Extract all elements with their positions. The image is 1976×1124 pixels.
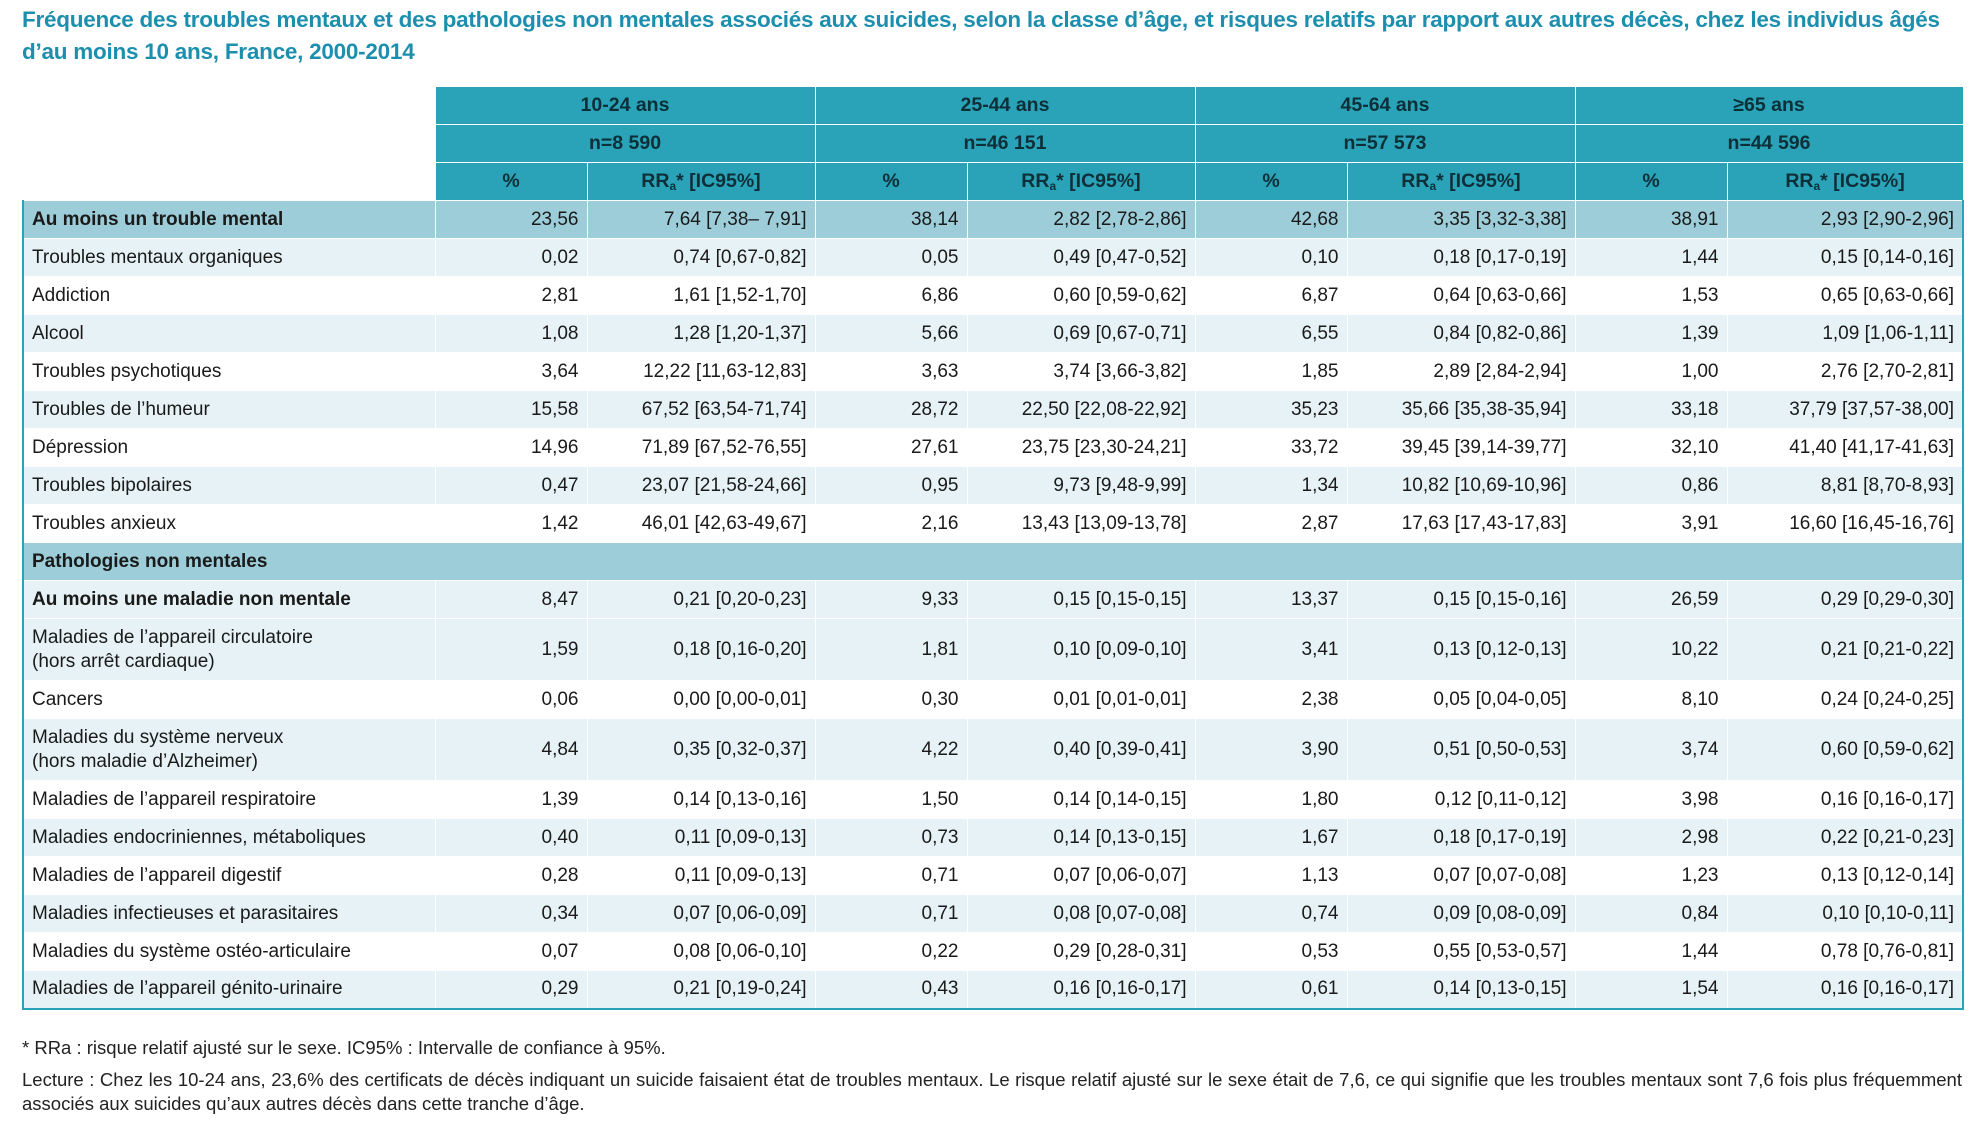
rr-cell: 0,18 [0,17-0,19]	[1347, 819, 1575, 857]
pct-cell: 2,98	[1575, 819, 1727, 857]
rr-cell: 0,10 [0,09-0,10]	[967, 619, 1195, 681]
rr-cell: 1,09 [1,06-1,11]	[1727, 315, 1963, 353]
pct-cell: 13,37	[1195, 581, 1347, 619]
pct-cell: 0,53	[1195, 933, 1347, 971]
pct-cell: 1,59	[435, 619, 587, 681]
pct-cell: 14,96	[435, 429, 587, 467]
rr-cell: 0,60 [0,59-0,62]	[967, 277, 1195, 315]
pct-cell: 2,87	[1195, 505, 1347, 543]
pct-cell: 2,81	[435, 277, 587, 315]
rr-cell: 8,81 [8,70-8,93]	[1727, 467, 1963, 505]
rr-cell: 0,08 [0,06-0,10]	[587, 933, 815, 971]
pct-column-header: %	[1575, 163, 1727, 201]
rr-cell: 0,07 [0,06-0,07]	[967, 857, 1195, 895]
pct-cell: 0,02	[435, 239, 587, 277]
rr-cell: 71,89 [67,52-76,55]	[587, 429, 815, 467]
rr-cell: 0,64 [0,63-0,66]	[1347, 277, 1575, 315]
rr-cell: 0,16 [0,16-0,17]	[967, 971, 1195, 1009]
row-label	[23, 819, 435, 857]
rr-subscript: a	[1429, 179, 1437, 193]
pct-cell: 5,66	[815, 315, 967, 353]
rr-cell: 0,22 [0,21-0,23]	[1727, 819, 1963, 857]
pct-cell: 0,07	[435, 933, 587, 971]
rr-cell: 0,84 [0,82-0,86]	[1347, 315, 1575, 353]
row-label-text: Troubles psychotiques	[32, 360, 222, 382]
pct-cell: 1,50	[815, 781, 967, 819]
pct-cell: 1,44	[1575, 933, 1727, 971]
pct-cell: 0,43	[815, 971, 967, 1009]
pct-cell: 23,56	[435, 201, 587, 239]
row-label	[23, 429, 435, 467]
table-row	[23, 315, 1963, 353]
rr-cell: 0,69 [0,67-0,71]	[967, 315, 1195, 353]
sample-size-header: n=57 573	[1195, 125, 1575, 163]
row-label	[23, 201, 435, 239]
pct-cell: 0,34	[435, 895, 587, 933]
rr-cell: 13,43 [13,09-13,78]	[967, 505, 1195, 543]
pct-cell: 2,38	[1195, 681, 1347, 719]
row-label-text: Troubles de l’humeur	[32, 398, 210, 420]
rr-cell: 1,61 [1,52-1,70]	[587, 277, 815, 315]
row-label-text: Dépression	[32, 436, 129, 458]
pct-cell: 1,67	[1195, 819, 1347, 857]
pct-cell: 8,10	[1575, 681, 1727, 719]
rr-cell: 0,13 [0,12-0,13]	[1347, 619, 1575, 681]
row-label-text: Addiction	[32, 284, 111, 306]
rr-cell: 0,21 [0,21-0,22]	[1727, 619, 1963, 681]
pct-cell: 0,05	[815, 239, 967, 277]
row-label	[23, 681, 435, 719]
rr-cell: 0,16 [0,16-0,17]	[1727, 781, 1963, 819]
pct-cell: 0,74	[1195, 895, 1347, 933]
rr-cell: 1,28 [1,20-1,37]	[587, 315, 815, 353]
pct-cell: 0,47	[435, 467, 587, 505]
pct-cell: 1,39	[1575, 315, 1727, 353]
pct-cell: 3,63	[815, 353, 967, 391]
rr-cell: 0,14 [0,13-0,16]	[587, 781, 815, 819]
pct-cell: 10,22	[1575, 619, 1727, 681]
table-row	[23, 895, 1963, 933]
rr-cell: 37,79 [37,57-38,00]	[1727, 391, 1963, 429]
table-row	[23, 505, 1963, 543]
pct-cell: 1,00	[1575, 353, 1727, 391]
row-label	[23, 895, 435, 933]
rr-cell: 41,40 [41,17-41,63]	[1727, 429, 1963, 467]
pct-cell: 3,91	[1575, 505, 1727, 543]
rr-cell: 0,09 [0,08-0,09]	[1347, 895, 1575, 933]
age-group-header: 45-64 ans	[1195, 87, 1575, 125]
pct-cell: 0,95	[815, 467, 967, 505]
pct-cell: 3,41	[1195, 619, 1347, 681]
pct-cell: 28,72	[815, 391, 967, 429]
table-row	[23, 581, 1963, 619]
row-label-text: Troubles anxieux	[32, 512, 176, 534]
rr-cell: 12,22 [11,63-12,83]	[587, 353, 815, 391]
pct-cell: 1,81	[815, 619, 967, 681]
rr-cell: 0,55 [0,53-0,57]	[1347, 933, 1575, 971]
rr-suffix: * [IC95%]	[1436, 170, 1521, 192]
row-label-text: Maladies de l’appareil respiratoire	[32, 788, 317, 810]
rr-cell: 0,21 [0,20-0,23]	[587, 581, 815, 619]
sample-size-header: n=46 151	[815, 125, 1195, 163]
rr-cell: 0,65 [0,63-0,66]	[1727, 277, 1963, 315]
row-label-text: Pathologies non mentales	[32, 550, 268, 572]
rr-cell: 0,07 [0,07-0,08]	[1347, 857, 1575, 895]
pct-cell: 1,39	[435, 781, 587, 819]
rr-suffix: * [IC95%]	[1056, 170, 1141, 192]
pct-column-header: %	[1195, 163, 1347, 201]
rr-cell: 0,24 [0,24-0,25]	[1727, 681, 1963, 719]
table-row	[23, 933, 1963, 971]
rr-cell: 17,63 [17,43-17,83]	[1347, 505, 1575, 543]
pct-cell: 0,71	[815, 895, 967, 933]
page-title: Fréquence des troubles mentaux et des pathologies non mentales associés aux suicides, selon la classe d’âge, et risques relatifs par rapport aux autres décès, chez les individus âgés d’au moins 10 ans, France, 2000-2014	[22, 7, 1940, 64]
pct-cell: 32,10	[1575, 429, 1727, 467]
pct-cell: 0,84	[1575, 895, 1727, 933]
rr-cell: 2,76 [2,70-2,81]	[1727, 353, 1963, 391]
table-row	[23, 239, 1963, 277]
row-label-text: Maladies de l’appareil digestif	[32, 864, 282, 886]
pct-column-header: %	[435, 163, 587, 201]
pct-cell: 1,85	[1195, 353, 1347, 391]
row-label	[23, 971, 435, 1009]
pct-cell: 4,84	[435, 719, 587, 781]
row-label	[23, 467, 435, 505]
rr-cell: 0,07 [0,06-0,09]	[587, 895, 815, 933]
rr-column-header	[967, 163, 1195, 201]
rr-cell: 0,60 [0,59-0,62]	[1727, 719, 1963, 781]
rr-cell: 2,82 [2,78-2,86]	[967, 201, 1195, 239]
rr-cell: 0,29 [0,28-0,31]	[967, 933, 1195, 971]
rr-subscript: a	[1049, 179, 1057, 193]
pct-column-header: %	[815, 163, 967, 201]
rr-cell: 0,15 [0,14-0,16]	[1727, 239, 1963, 277]
rr-cell: 46,01 [42,63-49,67]	[587, 505, 815, 543]
pct-cell: 6,87	[1195, 277, 1347, 315]
pct-cell: 26,59	[1575, 581, 1727, 619]
reading-note: Lecture : Chez les 10-24 ans, 23,6% des certificats de décès indiquant un suicide faisaient état de troubles mentaux. Le risque relatif ajusté sur le sexe était de 7,6, ce qui signifie que les troubles mentaux sont 7,6 fois plus fréquemment associés aux suicides qu’aux autres décès dans cette tranche d’âge.	[22, 1069, 1962, 1114]
table-row	[23, 681, 1963, 719]
rr-cell: 35,66 [35,38-35,94]	[1347, 391, 1575, 429]
pct-cell: 38,14	[815, 201, 967, 239]
table-row	[23, 857, 1963, 895]
rr-prefix: RR	[1785, 170, 1814, 192]
rr-cell: 0,12 [0,11-0,12]	[1347, 781, 1575, 819]
rr-cell: 67,52 [63,54-71,74]	[587, 391, 815, 429]
rr-cell: 0,14 [0,13-0,15]	[967, 819, 1195, 857]
rr-cell: 2,93 [2,90-2,96]	[1727, 201, 1963, 239]
pct-cell: 1,53	[1575, 277, 1727, 315]
pct-cell: 1,80	[1195, 781, 1347, 819]
rr-column-header	[1727, 163, 1963, 201]
table-row	[23, 391, 1963, 429]
rr-cell: 0,29 [0,29-0,30]	[1727, 581, 1963, 619]
pct-cell: 15,58	[435, 391, 587, 429]
rr-cell: 0,15 [0,15-0,15]	[967, 581, 1195, 619]
rr-column-header	[587, 163, 815, 201]
rr-cell: 0,14 [0,14-0,15]	[967, 781, 1195, 819]
rr-cell: 0,00 [0,00-0,01]	[587, 681, 815, 719]
row-label-text: Alcool	[32, 322, 84, 344]
row-label-text: Troubles bipolaires	[32, 474, 192, 496]
rr-cell: 0,11 [0,09-0,13]	[587, 819, 815, 857]
row-label	[23, 581, 435, 619]
rr-cell: 3,74 [3,66-3,82]	[967, 353, 1195, 391]
pct-cell: 9,33	[815, 581, 967, 619]
pct-cell: 27,61	[815, 429, 967, 467]
row-label-text: Maladies du système nerveux	[32, 726, 284, 748]
pct-cell: 0,61	[1195, 971, 1347, 1009]
pct-cell: 2,16	[815, 505, 967, 543]
pct-cell: 0,71	[815, 857, 967, 895]
row-label-text: Maladies infectieuses et parasitaires	[32, 902, 339, 924]
pct-cell: 1,23	[1575, 857, 1727, 895]
row-label	[23, 315, 435, 353]
rr-cell: 0,08 [0,07-0,08]	[967, 895, 1195, 933]
row-label	[23, 857, 435, 895]
pct-cell: 38,91	[1575, 201, 1727, 239]
pct-cell: 1,42	[435, 505, 587, 543]
row-label-text: Maladies de l’appareil circulatoire	[32, 626, 313, 648]
table-row	[23, 819, 1963, 857]
rr-suffix: * [IC95%]	[1820, 170, 1905, 192]
rr-cell: 39,45 [39,14-39,77]	[1347, 429, 1575, 467]
rr-cell: 0,78 [0,76-0,81]	[1727, 933, 1963, 971]
row-label	[23, 933, 435, 971]
notes	[22, 1036, 1962, 1116]
pct-cell: 1,08	[435, 315, 587, 353]
row-label	[23, 391, 435, 429]
pct-cell: 0,40	[435, 819, 587, 857]
pct-cell: 33,72	[1195, 429, 1347, 467]
rr-cell: 0,74 [0,67-0,82]	[587, 239, 815, 277]
table-row	[23, 353, 1963, 391]
pct-cell: 0,10	[1195, 239, 1347, 277]
rr-cell: 0,15 [0,15-0,16]	[1347, 581, 1575, 619]
row-label	[23, 619, 435, 681]
pct-cell: 0,06	[435, 681, 587, 719]
rr-cell: 0,35 [0,32-0,37]	[587, 719, 815, 781]
rr-cell: 22,50 [22,08-22,92]	[967, 391, 1195, 429]
rr-cell: 23,07 [21,58-24,66]	[587, 467, 815, 505]
footnote: * RRa : risque relatif ajusté sur le sexe. IC95% : Intervalle de confiance à 95%.	[22, 1037, 666, 1058]
pct-cell: 33,18	[1575, 391, 1727, 429]
pct-cell: 3,90	[1195, 719, 1347, 781]
section-label	[23, 543, 1963, 581]
pct-cell: 1,54	[1575, 971, 1727, 1009]
pct-cell: 6,86	[815, 277, 967, 315]
pct-cell: 1,13	[1195, 857, 1347, 895]
pct-cell: 8,47	[435, 581, 587, 619]
age-group-header: 10-24 ans	[435, 87, 815, 125]
rr-cell: 2,89 [2,84-2,94]	[1347, 353, 1575, 391]
rr-cell: 0,21 [0,19-0,24]	[587, 971, 815, 1009]
pct-cell: 6,55	[1195, 315, 1347, 353]
pct-cell: 3,74	[1575, 719, 1727, 781]
row-label-note: (hors arrêt cardiaque)	[32, 650, 215, 672]
pct-cell: 3,98	[1575, 781, 1727, 819]
pct-cell: 0,29	[435, 971, 587, 1009]
row-label-text: Cancers	[32, 688, 103, 710]
row-label-text: Maladies du système ostéo-articulaire	[32, 940, 351, 962]
rr-cell: 3,35 [3,32-3,38]	[1347, 201, 1575, 239]
table-row	[23, 971, 1963, 1009]
row-label-text: Au moins un trouble mental	[32, 208, 284, 230]
rr-cell: 23,75 [23,30-24,21]	[967, 429, 1195, 467]
pct-cell: 0,86	[1575, 467, 1727, 505]
pct-cell: 3,64	[435, 353, 587, 391]
sample-size-header: n=8 590	[435, 125, 815, 163]
rr-cell: 0,11 [0,09-0,13]	[587, 857, 815, 895]
pct-cell: 35,23	[1195, 391, 1347, 429]
age-group-header: ≥65 ans	[1575, 87, 1963, 125]
sample-size-header: n=44 596	[1575, 125, 1963, 163]
pct-cell: 0,30	[815, 681, 967, 719]
row-label-text: Au moins une maladie non mentale	[32, 588, 351, 610]
row-label-text: Troubles mentaux organiques	[32, 246, 283, 268]
rr-suffix: * [IC95%]	[676, 170, 761, 192]
row-label-text: Maladies de l’appareil génito-urinaire	[32, 978, 343, 1000]
pct-cell: 42,68	[1195, 201, 1347, 239]
rr-cell: 0,18 [0,17-0,19]	[1347, 239, 1575, 277]
table-row	[23, 277, 1963, 315]
table-row	[23, 467, 1963, 505]
rr-cell: 9,73 [9,48-9,99]	[967, 467, 1195, 505]
rr-cell: 0,13 [0,12-0,14]	[1727, 857, 1963, 895]
rr-cell: 0,18 [0,16-0,20]	[587, 619, 815, 681]
pct-cell: 0,73	[815, 819, 967, 857]
rr-cell: 0,10 [0,10-0,11]	[1727, 895, 1963, 933]
row-label	[23, 277, 435, 315]
age-group-header: 25-44 ans	[815, 87, 1195, 125]
pct-cell: 1,34	[1195, 467, 1347, 505]
rr-prefix: RR	[1021, 170, 1050, 192]
rr-column-header	[1347, 163, 1575, 201]
rr-subscript: a	[669, 179, 677, 193]
rr-cell: 7,64 [7,38– 7,91]	[587, 201, 815, 239]
pct-cell: 4,22	[815, 719, 967, 781]
pct-cell: 0,28	[435, 857, 587, 895]
rr-cell: 16,60 [16,45-16,76]	[1727, 505, 1963, 543]
pct-cell: 0,22	[815, 933, 967, 971]
row-label	[23, 353, 435, 391]
table-row	[23, 719, 1963, 781]
section-header-row	[23, 543, 1963, 581]
rr-cell: 0,51 [0,50-0,53]	[1347, 719, 1575, 781]
row-label	[23, 239, 435, 277]
row-label-note: (hors maladie d’Alzheimer)	[32, 750, 258, 772]
rr-cell: 0,05 [0,04-0,05]	[1347, 681, 1575, 719]
rr-subscript: a	[1813, 179, 1821, 193]
table-row	[23, 781, 1963, 819]
rr-prefix: RR	[641, 170, 670, 192]
rr-cell: 10,82 [10,69-10,96]	[1347, 467, 1575, 505]
row-label-text: Maladies endocriniennes, métaboliques	[32, 826, 366, 848]
table-row	[23, 619, 1963, 681]
pct-cell: 1,44	[1575, 239, 1727, 277]
table-row	[23, 201, 1963, 239]
table-row	[23, 429, 1963, 467]
rr-cell: 0,14 [0,13-0,15]	[1347, 971, 1575, 1009]
rr-cell: 0,40 [0,39-0,41]	[967, 719, 1195, 781]
row-label	[23, 505, 435, 543]
row-label	[23, 781, 435, 819]
results-table	[22, 86, 1964, 1010]
rr-cell: 0,01 [0,01-0,01]	[967, 681, 1195, 719]
rr-cell: 0,16 [0,16-0,17]	[1727, 971, 1963, 1009]
rr-prefix: RR	[1401, 170, 1430, 192]
row-label	[23, 719, 435, 781]
rr-cell: 0,49 [0,47-0,52]	[967, 239, 1195, 277]
